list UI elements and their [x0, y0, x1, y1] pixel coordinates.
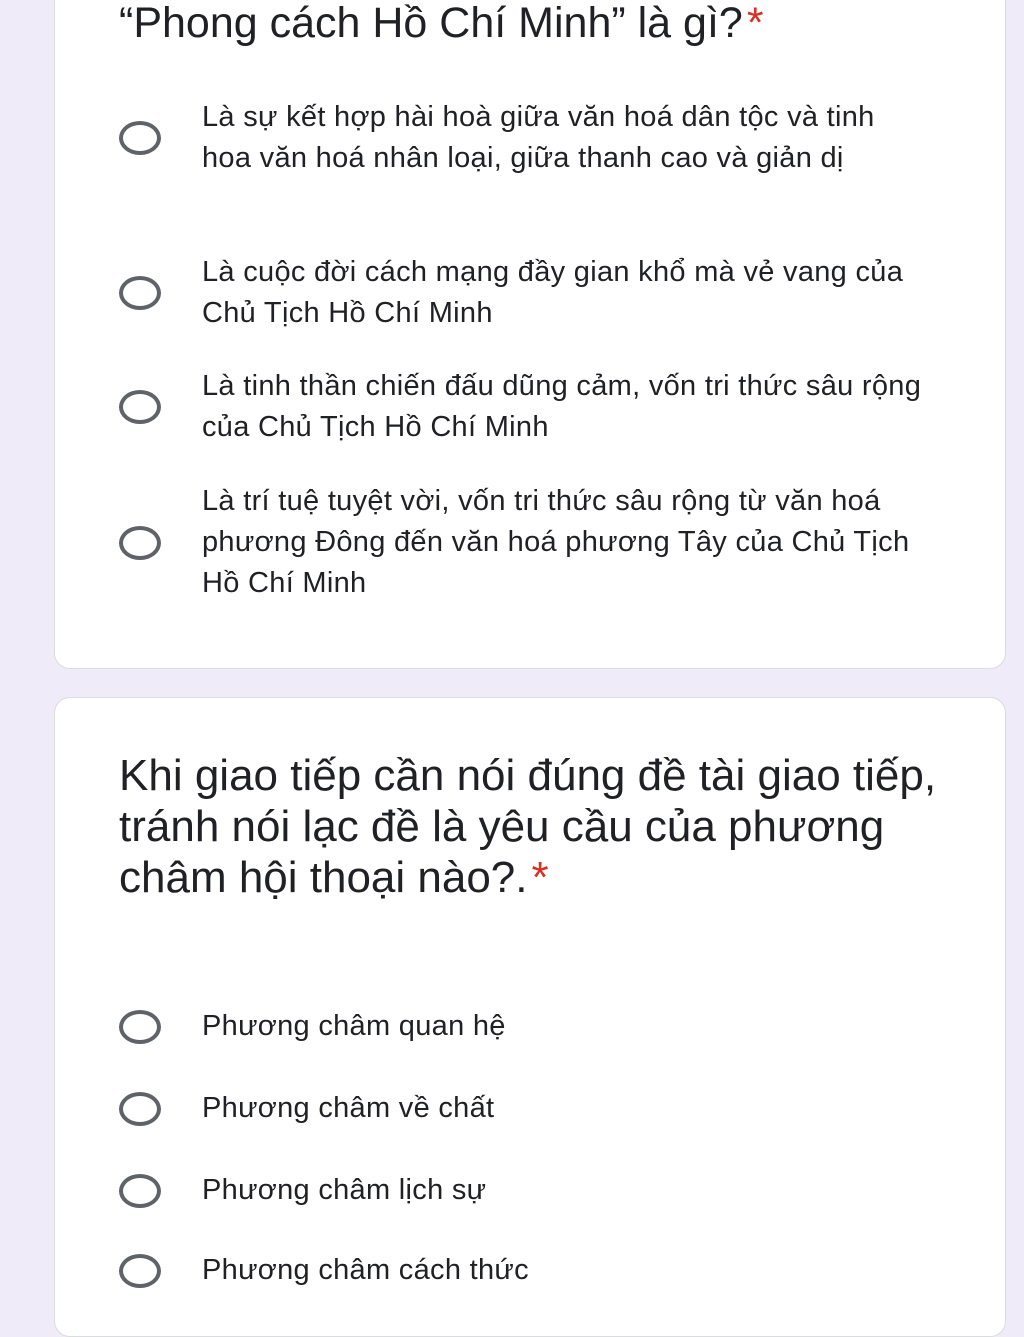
radio-button-icon[interactable] [119, 1254, 161, 1288]
option-label: Phương châm lịch sự [202, 1174, 487, 1206]
radio-option-3[interactable] [119, 1170, 979, 1211]
question-card-2 [54, 697, 1006, 1337]
radio-button-icon[interactable] [119, 1010, 161, 1044]
question-title-text: “Phong cách Hồ Chí Minh” là gì? [119, 0, 743, 47]
option-label: Phương châm quan hệ [202, 1010, 506, 1042]
option-label: Là cuộc đời cách mạng đầy gian khổ mà vẻ vang của Chủ Tịch Hồ Chí Minh [202, 256, 904, 329]
radio-option-1[interactable] [119, 1006, 979, 1047]
option-label: Là sự kết hợp hài hoà giữa văn hoá dân tộc và tinh hoa văn hoá nhân loại, giữa thanh cao và giản dị [202, 101, 875, 174]
question-title [119, 750, 939, 903]
required-asterisk: * [746, 0, 764, 47]
radio-option-4[interactable] [119, 481, 979, 604]
option-label: Phương châm cách thức [202, 1254, 529, 1286]
option-label: Là trí tuệ tuyệt vời, vốn tri thức sâu rộng từ văn hoá phương Đông đến văn hoá phương Tây của Chủ Tịch Hồ Chí Minh [202, 485, 910, 599]
question-title-text: Khi giao tiếp cần nói đúng đề tài giao tiếp, tránh nói lạc đề là yêu cầu của phương châm hội thoại nào?. [119, 751, 937, 902]
radio-option-1[interactable] [119, 97, 979, 179]
radio-button-icon[interactable] [119, 526, 161, 560]
option-label: Phương châm về chất [202, 1092, 495, 1124]
radio-button-icon[interactable] [119, 121, 161, 155]
radio-option-4[interactable] [119, 1250, 979, 1291]
radio-button-icon[interactable] [119, 276, 161, 310]
radio-button-icon[interactable] [119, 390, 161, 424]
question-title [119, 0, 764, 49]
radio-button-icon[interactable] [119, 1174, 161, 1208]
question-card-1 [54, 0, 1006, 669]
radio-option-2[interactable] [119, 252, 979, 334]
option-label: Là tinh thần chiến đấu dũng cảm, vốn tri thức sâu rộng của Chủ Tịch Hồ Chí Minh [202, 370, 922, 443]
radio-option-3[interactable] [119, 366, 979, 448]
radio-option-2[interactable] [119, 1088, 979, 1129]
required-asterisk: * [531, 853, 549, 902]
radio-button-icon[interactable] [119, 1092, 161, 1126]
